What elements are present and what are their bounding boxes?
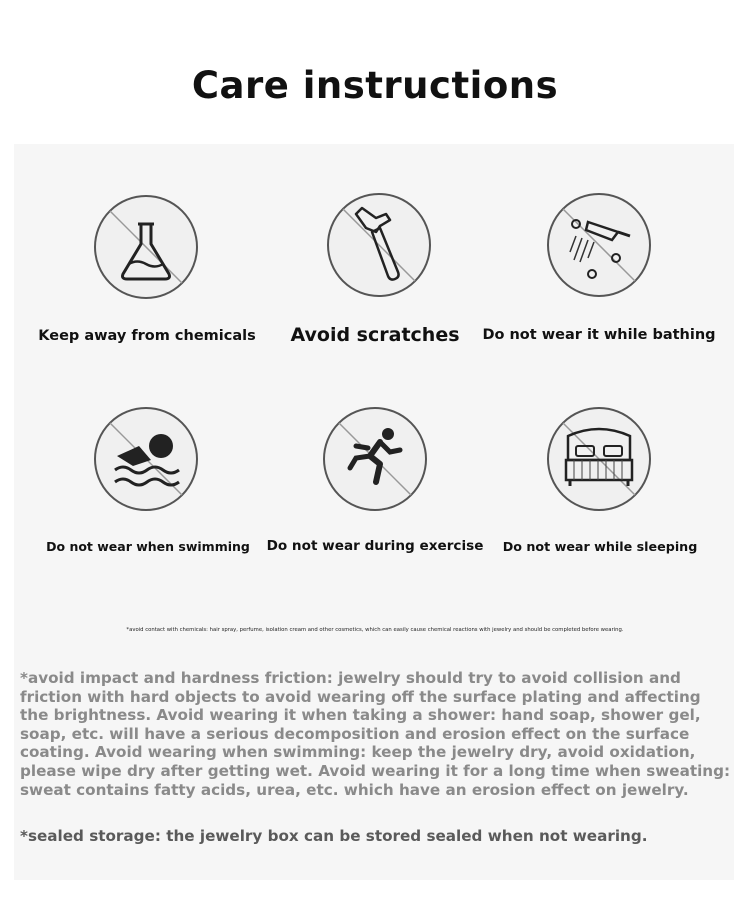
swimmer-icon bbox=[93, 406, 199, 512]
label-bathing: Do not wear it while bathing bbox=[482, 327, 716, 343]
chemicals-note: *avoid contact with chemicals: hair spray, perfume, isolation cream and other cosmetics, which can easily cause chemical reactions with jewelry and should be completed before wearing. bbox=[126, 627, 624, 633]
care-paragraph: *avoid impact and hardness friction: jewelry should try to avoid collision and friction with hard objects to avoid wearing off the surface plating and affecting the brightness. Avoid wearing it when taking a shower: hand soap, shower gel, soap, etc. will have a serious decomposition and erosion effect on the surface coating. Avoid wearing when swimming: keep the jewelry dry, avoid oxidation, please wipe dry after getting wet. Avoid wearing it for a long time when sweating: sweat contains fatty acids, urea, etc. which have an erosion effect on jewelry. bbox=[20, 669, 731, 799]
shower-icon bbox=[546, 192, 652, 298]
label-sleeping: Do not wear while sleeping bbox=[502, 539, 698, 554]
label-swimming: Do not wear when swimming bbox=[46, 539, 250, 554]
label-scratches: Avoid scratches bbox=[290, 324, 460, 346]
bed-icon bbox=[546, 406, 652, 512]
runner-icon bbox=[322, 406, 428, 512]
label-exercise: Do not wear during exercise bbox=[266, 538, 484, 554]
flask-icon bbox=[93, 194, 199, 300]
label-chemicals: Keep away from chemicals bbox=[38, 328, 256, 344]
storage-paragraph: *sealed storage: the jewelry box can be stored sealed when not wearing. bbox=[20, 827, 648, 845]
page-title: Care instructions bbox=[191, 64, 559, 107]
hammer-icon bbox=[326, 192, 432, 298]
